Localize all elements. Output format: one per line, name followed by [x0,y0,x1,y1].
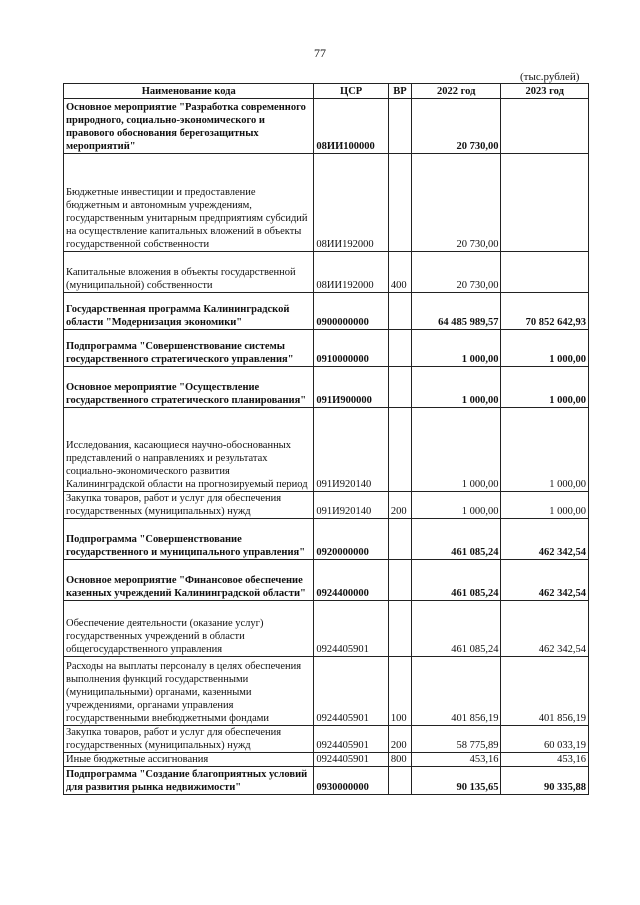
row-amount-2023: 462 342,54 [501,519,589,560]
row-name: Исследования, касающиеся научно-обоснованных представлений о направлениях и результатах социально-экономического развития Калининградской области на прогнозируемый период [64,408,314,492]
row-csr: 0924405901 [314,657,388,726]
row-amount-2022: 20 730,00 [411,154,501,252]
page-number: 77 [314,46,326,60]
header-2022: 2022 год [411,84,501,99]
row-vr: 400 [388,252,411,293]
row-csr: 08ИИ192000 [314,252,388,293]
row-name: Государственная программа Калининградской области "Модернизация экономики" [64,293,314,330]
row-amount-2022: 1 000,00 [411,367,501,408]
row-amount-2023: 462 342,54 [501,601,589,657]
row-amount-2023 [501,252,589,293]
table-row [64,657,589,726]
row-csr: 08ИИ192000 [314,154,388,252]
row-amount-2023: 1 000,00 [501,408,589,492]
row-amount-2023: 1 000,00 [501,367,589,408]
row-amount-2022: 58 775,89 [411,726,501,753]
table-header-row [64,84,589,99]
row-amount-2022: 64 485 989,57 [411,293,501,330]
row-csr: 0910000000 [314,330,388,367]
row-name: Основное мероприятие "Финансовое обеспечение казенных учреждений Калининградской области" [64,560,314,601]
row-name: Капитальные вложения в объекты государственной (муниципальной) собственности [64,252,314,293]
row-vr: 800 [388,753,411,767]
table-row [64,560,589,601]
row-vr [388,560,411,601]
row-csr: 0924400000 [314,560,388,601]
row-amount-2022: 1 000,00 [411,408,501,492]
table-row [64,753,589,767]
row-amount-2023: 90 335,88 [501,767,589,795]
row-amount-2023: 1 000,00 [501,492,589,519]
budget-table [63,83,589,795]
table-row [64,726,589,753]
row-amount-2023: 401 856,19 [501,657,589,726]
row-amount-2022: 461 085,24 [411,519,501,560]
table-row [64,154,589,252]
row-csr: 091И920140 [314,408,388,492]
row-amount-2023: 462 342,54 [501,560,589,601]
row-csr: 08ИИ100000 [314,99,388,154]
row-name: Закупка товаров, работ и услуг для обеспечения государственных (муниципальных) нужд [64,726,314,753]
row-amount-2023: 60 033,19 [501,726,589,753]
row-amount-2022: 20 730,00 [411,99,501,154]
header-csr: ЦСР [314,84,388,99]
row-vr: 200 [388,492,411,519]
row-csr: 0920000000 [314,519,388,560]
row-vr: 100 [388,657,411,726]
row-amount-2023: 1 000,00 [501,330,589,367]
row-name: Бюджетные инвестиции и предоставление бюджетным и автономным учреждениям, государственным унитарным предприятиям субсидий на осуществление капитальных вложений в объекты государственной собственности [64,154,314,252]
table-row [64,408,589,492]
row-csr: 0924405901 [314,753,388,767]
table-row [64,767,589,795]
row-csr: 0900000000 [314,293,388,330]
table-row [64,99,589,154]
row-name: Иные бюджетные ассигнования [64,753,314,767]
row-name: Подпрограмма "Создание благоприятных условий для развития рынка недвижимости" [64,767,314,795]
table-row [64,601,589,657]
row-vr: 200 [388,726,411,753]
row-amount-2022: 453,16 [411,753,501,767]
row-vr [388,767,411,795]
row-amount-2022: 461 085,24 [411,601,501,657]
row-amount-2022: 1 000,00 [411,492,501,519]
row-vr [388,601,411,657]
unit-note: (тыс.рублей) [520,71,580,83]
row-amount-2023: 453,16 [501,753,589,767]
row-name: Подпрограмма "Совершенствование системы государственного стратегического управления" [64,330,314,367]
row-csr: 091И900000 [314,367,388,408]
row-vr [388,408,411,492]
row-amount-2022: 90 135,65 [411,767,501,795]
row-amount-2022: 20 730,00 [411,252,501,293]
row-vr [388,99,411,154]
row-vr [388,330,411,367]
row-amount-2023 [501,154,589,252]
table-row [64,492,589,519]
row-amount-2022: 461 085,24 [411,560,501,601]
row-vr [388,293,411,330]
header-name: Наименование кода [64,84,314,99]
row-csr: 0924405901 [314,726,388,753]
row-vr [388,367,411,408]
table-row [64,252,589,293]
row-amount-2023: 70 852 642,93 [501,293,589,330]
header-vr: ВР [388,84,411,99]
row-amount-2023 [501,99,589,154]
header-2023: 2023 год [501,84,589,99]
row-csr: 091И920140 [314,492,388,519]
row-name: Закупка товаров, работ и услуг для обеспечения государственных (муниципальных) нужд [64,492,314,519]
table-row [64,519,589,560]
row-amount-2022: 1 000,00 [411,330,501,367]
table-row [64,330,589,367]
row-name: Основное мероприятие "Осуществление государственного стратегического планирования" [64,367,314,408]
row-name: Основное мероприятие "Разработка современного природного, социально-экономического и правового обоснования берегозащитных мероприятий" [64,99,314,154]
table-row [64,293,589,330]
row-amount-2022: 401 856,19 [411,657,501,726]
row-vr [388,519,411,560]
row-name: Расходы на выплаты персоналу в целях обеспечения выполнения функций государственными (муниципальными) органами, казенными учреждениями, органами управления государственными внебюджетными фондами [64,657,314,726]
row-name: Подпрограмма "Совершенствование государственного и муниципального управления" [64,519,314,560]
row-csr: 0930000000 [314,767,388,795]
table-row [64,367,589,408]
row-name: Обеспечение деятельности (оказание услуг) государственных учреждений в области общегосударственного управления [64,601,314,657]
row-vr [388,154,411,252]
row-csr: 0924405901 [314,601,388,657]
